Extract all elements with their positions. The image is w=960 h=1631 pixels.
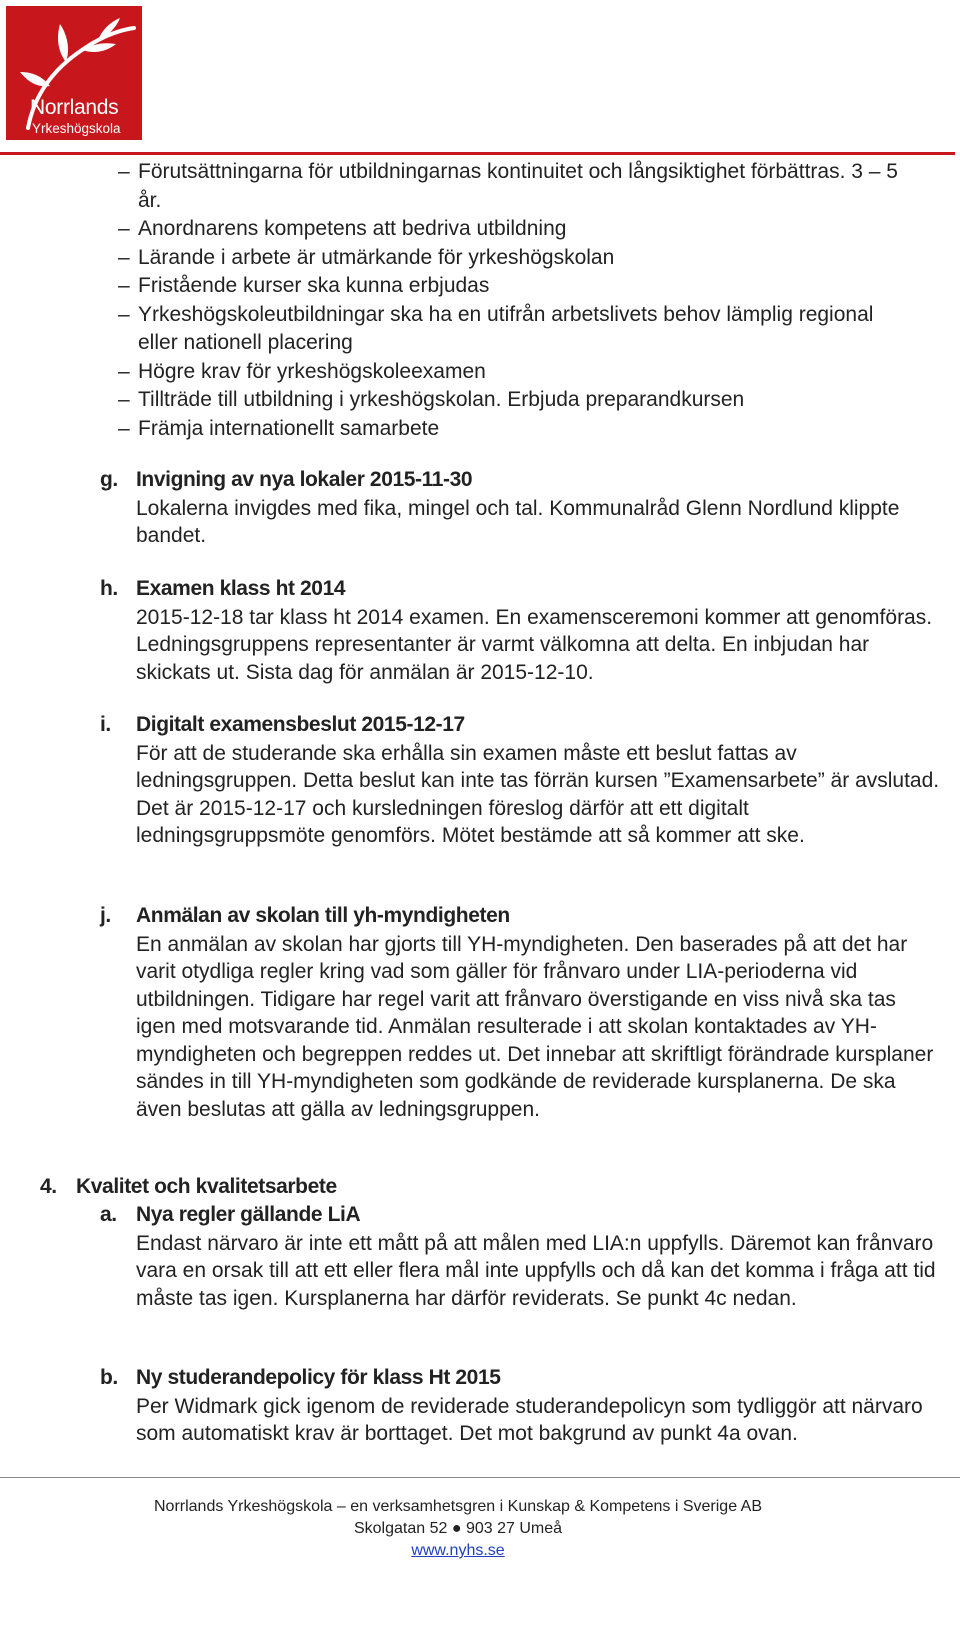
header-rule — [0, 152, 955, 155]
section-heading — [100, 575, 940, 604]
section-text: Endast närvaro är inte ett mått på att målen med LIA:n uppfylls. Däremot kan frånvaro vara en orsak till att ett eller flera mål inte uppfylls och då kan det komma i fråga att tid måste tas igen. Kursplanerna har därför reviderats. Se punkt 4c nedan. — [136, 1231, 936, 1310]
section-g — [100, 466, 940, 550]
list-item: – Tillträde till utbildning i yrkeshögskolan. Erbjuda preparandkursen — [118, 386, 918, 415]
list-item: – Anordnarens kompetens att bedriva utbildning — [118, 215, 918, 244]
section-label: j. — [100, 904, 111, 927]
section-heading — [100, 711, 940, 740]
section-label: i. — [100, 713, 111, 736]
section-h — [100, 575, 940, 686]
section-i — [100, 711, 940, 850]
section-heading — [100, 902, 940, 931]
logo-subtitle: Yrkeshögskola — [32, 121, 121, 136]
list-item: – Främja internationellt samarbete — [118, 415, 918, 444]
footer-website-link[interactable]: www.nyhs.se — [411, 1542, 505, 1559]
section-4b — [100, 1364, 940, 1448]
main-section-heading — [40, 1173, 337, 1201]
footer-address: Skolgatan 52 ● 903 27 Umeå — [353, 1520, 563, 1537]
section-title: Ny studerandepolicy för klass Ht 2015 — [136, 1366, 501, 1389]
logo-name: Norrlands — [30, 96, 119, 119]
section-title: Examen klass ht 2014 — [136, 577, 346, 600]
section-text: Per Widmark gick igenom de reviderade studerandepolicyn som tydliggör att närvaro som automatiskt krav är borttaget. Det mot bakgrund av punkt 4a ovan. — [136, 1394, 923, 1445]
section-label: b. — [100, 1366, 118, 1389]
list-item: – Förutsättningarna för utbildningarnas kontinuitet och långsiktighet förbättras. 3 – 5 år. — [118, 158, 918, 215]
section-label: a. — [100, 1203, 117, 1226]
section-text: Lokalerna invigdes med fika, mingel och tal. Kommunalråd Glenn Nordlund klippte bandet. — [136, 496, 900, 547]
section-title: Invigning av nya lokaler 2015-11-30 — [136, 468, 473, 491]
section-heading — [100, 466, 940, 495]
section-title: Anmälan av skolan till yh-myndigheten — [136, 904, 510, 927]
section-text: 2015-12-18 tar klass ht 2014 examen. En examensceremoni kommer att genomföras. Ledningsgruppens representanter är varmt välkomna att delta. En inbjudan har skickats ut. Sista dag för anmälan är 2015-12-10. — [136, 605, 933, 684]
main-section-title: Kvalitet och kvalitetsarbete — [76, 1175, 337, 1198]
section-label: h. — [100, 577, 118, 600]
section-title: Nya regler gällande LiA — [136, 1203, 361, 1226]
section-text: För att de studerande ska erhålla sin examen måste ett beslut fattas av ledningsgruppen. Detta beslut kan inte tas förrän kursen ”Examensarbete” är avslutad. Det är 2015-12-17 och kursledningen föreslog därför att ett digitalt ledningsgruppsmöte genomförs. Mötet bestämde att så kommer att ske. — [136, 741, 940, 847]
norrlands-logo — [6, 6, 142, 140]
footer-rule — [0, 1477, 960, 1478]
section-j — [100, 902, 940, 1123]
footer — [0, 1496, 916, 1562]
section-4a — [100, 1201, 940, 1312]
main-section-label: 4. — [40, 1175, 57, 1198]
section-heading — [100, 1364, 940, 1393]
bullet-list — [118, 158, 918, 443]
section-text: En anmälan av skolan har gjorts till YH-myndigheten. Den baserades på att det har varit otydliga regler kring vad som gäller för frånvaro under LIA-perioderna vid utbildningen. Tidigare har regel varit att frånvaro överstigande en viss nivå ska tas igen med motsvarande tid. Anmälan resulterade i att skolan kontaktades av YH-myndigheten och begreppen reddes ut. Det innebar att skriftligt förändrade kursplaner sändes in till YH-myndigheten som godkände de reviderade kursplanerna. De ska även beslutas att gälla av ledningsgruppen. — [136, 932, 934, 1121]
list-item: – Lärande i arbete är utmärkande för yrkeshögskolan — [118, 244, 918, 273]
section-label: g. — [100, 468, 118, 491]
list-item: – Fristående kurser ska kunna erbjudas — [118, 272, 918, 301]
footer-company: Norrlands Yrkeshögskola – en verksamhetsgren i Kunskap & Kompetens i Sverige AB — [153, 1498, 763, 1515]
list-item: – Högre krav för yrkeshögskoleexamen — [118, 358, 918, 387]
list-item: – Yrkeshögskoleutbildningar ska ha en utifrån arbetslivets behov lämplig regional eller nationell placering — [118, 301, 918, 358]
section-heading — [100, 1201, 940, 1230]
section-title: Digitalt examensbeslut 2015-12-17 — [136, 713, 465, 736]
